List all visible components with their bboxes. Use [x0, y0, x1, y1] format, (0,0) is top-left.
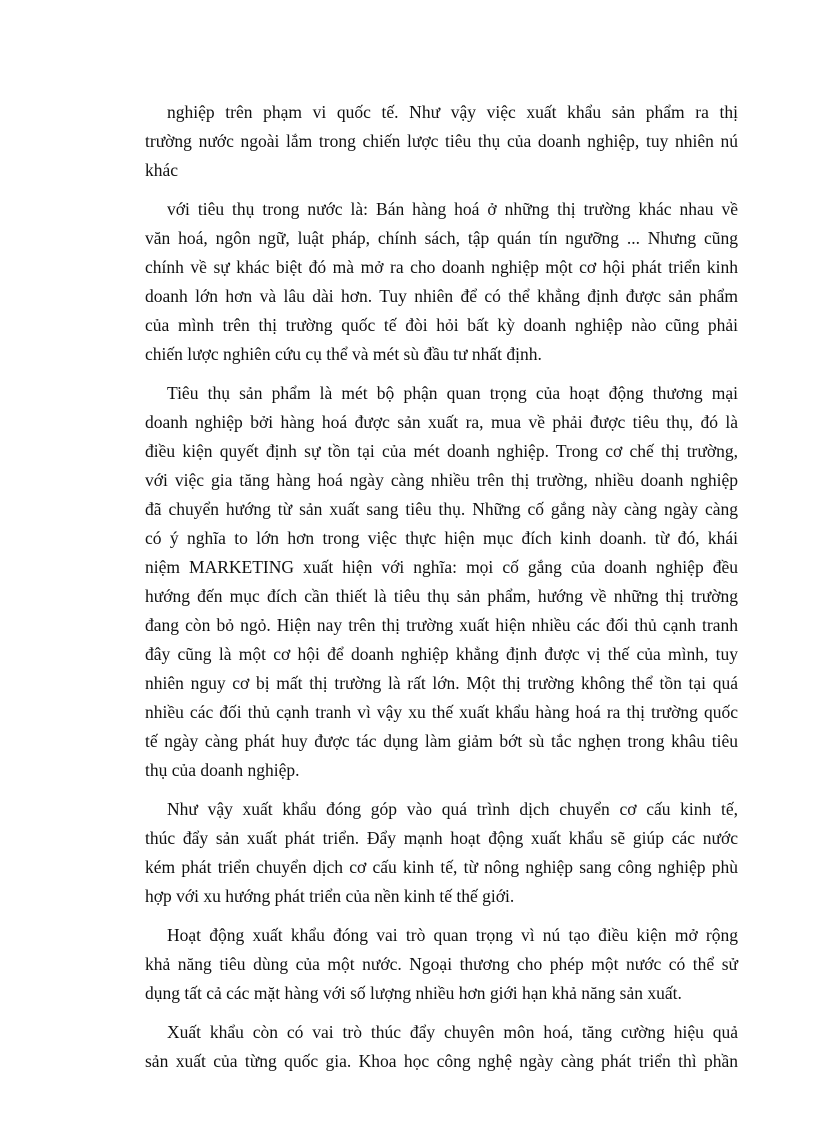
text-line: Xuất khẩu còn có vai trò thúc đẩy chuyên môn hoá, tăng cường hiệu quả	[167, 1022, 738, 1042]
text-line: khả năng tiêu dùng của một nước. Ngoại thương cho phép một nước có thể sử	[145, 954, 738, 974]
text-line: nghiệp trên phạm vi quốc tế. Như vậy việc xuất khẩu sản phẩm ra thị	[167, 102, 738, 122]
text-line: chiến lược nghiên cứu cụ thể và mét sù đầu tư nhất định.	[145, 344, 542, 364]
text-line: doanh nghiệp bởi hàng hoá được sản xuất ra, mua về phải được tiêu thụ, đó là	[145, 412, 738, 432]
text-line: đã chuyển hướng từ sản xuất sang tiêu thụ. Những cố gắng này càng ngày càng	[145, 499, 738, 519]
text-line: chính về sự khác biệt đó mà mở ra cho doanh nghiệp một cơ hội phát triển kinh	[145, 257, 738, 277]
text-line: hợp với xu hướng phát triển của nền kinh tế thế giới.	[145, 886, 515, 906]
text-line: doanh lớn hơn và lâu dài hơn. Tuy nhiên để có thể khẳng định được sản phẩm	[145, 286, 738, 306]
text-line: sản xuất của từng quốc gia. Khoa học công nghệ ngày càng phát triển thì phần	[145, 1051, 738, 1071]
text-line: khác	[145, 160, 179, 180]
text-line: thụ của doanh nghiệp.	[145, 760, 300, 780]
text-line: niệm MARKETING xuất hiện với nghĩa: mọi cố gắng của doanh nghiệp đều	[145, 557, 738, 577]
text-line: tế ngày càng phát huy được tác dụng làm giảm bớt sù tắc nghẹn trong khâu tiêu	[145, 731, 738, 751]
text-line: dụng tất cả các mặt hàng với số lượng nhiều hơn giới hạn khả năng sản xuất.	[145, 983, 682, 1003]
text-line: nhiên nguy cơ bị mất thị trường là rất lớn. Một thị trường không thể tồn tại quá	[145, 673, 738, 693]
text-line: điều kiện quyết định sự tồn tại của mét doanh nghiệp. Trong cơ chế thị trường,	[145, 441, 738, 461]
document-body	[145, 98, 738, 1076]
text-line: đây cũng là một cơ hội để doanh nghiệp khẳng định được vị thế của mình, tuy	[145, 644, 738, 664]
text-line: nhiều các đối thủ cạnh tranh vì vậy xu thế xuất khẩu hàng hoá ra thị trường quốc	[145, 702, 738, 722]
text-line: Hoạt động xuất khẩu đóng vai trò quan trọng vì nú tạo điều kiện mở rộng	[167, 925, 738, 945]
text-line: với tiêu thụ trong nước là: Bán hàng hoá ở những thị trường khác nhau về	[167, 199, 738, 219]
text-line: với việc gia tăng hàng hoá ngày càng nhiều trên thị trường, nhiều doanh nghiệp	[145, 470, 738, 490]
text-line: của mình trên thị trường quốc tế đòi hỏi bất kỳ doanh nghiệp nào cũng phải	[145, 315, 738, 335]
text-line: thúc đẩy sản xuất phát triển. Đẩy mạnh hoạt động xuất khẩu sẽ giúp các nước	[145, 828, 738, 848]
text-line: kém phát triển chuyển dịch cơ cấu kinh tế, từ nông nghiệp sang công nghiệp phù	[145, 857, 738, 877]
text-line: đang còn bỏ ngỏ. Hiện nay trên thị trường xuất hiện nhiều các đối thủ cạnh tranh	[145, 615, 738, 635]
text-line: có ý nghĩa to lớn hơn trong việc thực hiện mục đích kinh doanh. từ đó, khái	[145, 528, 738, 548]
text-line: văn hoá, ngôn ngữ, luật pháp, chính sách, tập quán tín ngưỡng ... Nhưng cũng	[145, 228, 738, 248]
text-line: trường nước ngoài lắm trong chiến lược tiêu thụ của doanh nghiệp, tuy nhiên nú	[145, 131, 738, 151]
text-line: hướng đến mục đích cần thiết là tiêu thụ sản phẩm, hướng về những thị trường	[145, 586, 738, 606]
text-line: Như vậy xuất khẩu đóng góp vào quá trình dịch chuyển cơ cấu kinh tế,	[167, 799, 738, 819]
text-line: Tiêu thụ sản phẩm là mét bộ phận quan trọng của hoạt động thương mại	[167, 383, 738, 403]
